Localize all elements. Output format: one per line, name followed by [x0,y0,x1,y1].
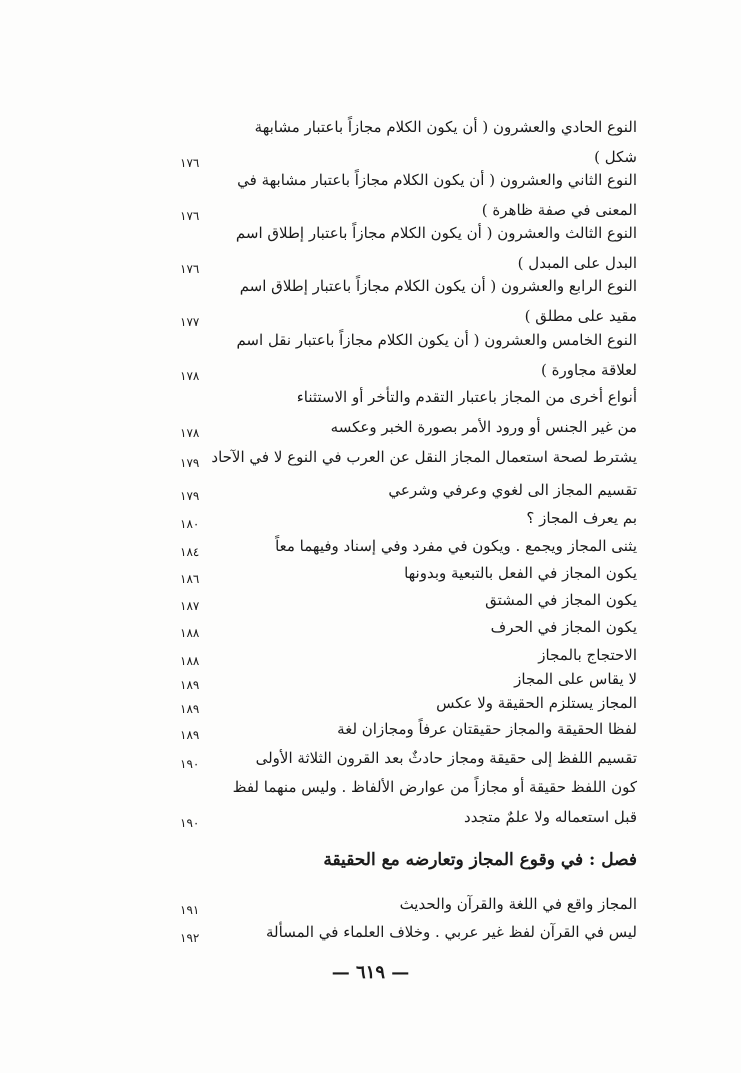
entry-page-number: ١٨٩ [180,678,200,692]
entry-title [147,772,637,832]
entry-title [147,558,637,588]
entry-title-line: المجاز واقع في اللغة والقرآن والحديث [399,895,637,913]
entry-page-number: ١٨٠ [180,517,200,531]
entry-title [147,165,637,225]
entry-page-number: ١٧٦ [180,262,200,276]
entry-title-line: كون اللفظ حقيقة أو مجازاً من عوارض الألفاظ . وليس منهما لفظ [232,778,637,796]
entry-title-line: تقسيم اللفظ إلى حقيقة ومجاز حادثٌ بعد القرون الثلاثة الأولى [255,749,637,767]
entry-title-line: لفظا الحقيقة والمجاز حقيقتان عرفاً ومجازان لغة [337,720,637,738]
entry-page-number: ١٩١ [180,903,200,917]
entry-title-line: النوع الرابع والعشرون ( أن يكون الكلام مجازاً باعتبار إطلاق اسم [239,277,637,295]
entry-title-line: من غير الجنس أو ورود الأمر بصورة الخبر وعكسه [330,418,637,436]
entry-title-line: يكون المجاز في الحرف [490,618,637,636]
entry-title-line: لا يقاس على المجاز [514,670,637,688]
entry-title [147,382,637,442]
entry-title [147,325,637,385]
entry-page-number: ١٧٨ [180,426,200,440]
entry-title-line: يكون المجاز في المشتق [485,591,637,609]
entry-page-number: ١٨٦ [180,572,200,586]
entry-title-line: المجاز يستلزم الحقيقة ولا عكس [436,694,637,712]
entry-page-number: ١٩٠ [180,816,200,830]
entry-title [147,442,637,472]
entry-page-number: ١٩٠ [180,757,200,771]
entry-title-line: الاحتجاج بالمجاز [538,646,637,664]
entry-page-number: ١٧٩ [180,456,200,470]
entry-title-line: النوع الخامس والعشرون ( أن يكون الكلام مجازاً باعتبار نقل اسم [236,331,637,349]
entry-page-number: ١٧٧ [180,315,200,329]
entry-title-line: يكون المجاز في الفعل بالتبعية وبدونها [404,564,637,582]
entry-title-line: النوع الحادي والعشرون ( أن يكون الكلام مجازاً باعتبار مشابهة [254,118,637,136]
entry-page-number: ١٨٩ [180,728,200,742]
entry-title [147,503,637,533]
entry-title-line: شكل ) [594,148,637,166]
entry-title-line: النوع الثالث والعشرون ( أن يكون الكلام مجازاً باعتبار إطلاق اسم [235,224,637,242]
entry-title-line: يثنى المجاز ويجمع . ويكون في مفرد وفي إسناد وفيهما معاً [275,537,637,555]
entry-page-number: ١٨٨ [180,654,200,668]
entry-page-number: ١٨٨ [180,626,200,640]
entry-page-number: ١٨٤ [180,545,200,559]
entry-title-line: النوع الثاني والعشرون ( أن يكون الكلام مجازاً باعتبار مشابهة في [237,171,637,189]
entry-title-line: بم يعرف المجاز ؟ [526,509,637,527]
entry-title-line: تقسيم المجاز الى لغوي وعرفي وشرعي [388,481,637,499]
entry-title [147,531,637,561]
entry-page-number: ١٧٩ [180,489,200,503]
entry-title-line: أنواع أخرى من المجاز باعتبار التقدم والتأخر أو الاستثناء [296,388,637,406]
entry-page-number: ١٧٦ [180,156,200,170]
section-heading: فصل : في وقوع المجاز وتعارضه مع الحقيقة [323,850,637,870]
entry-page-number: ١٨٩ [180,702,200,716]
entry-page-number: ١٩٢ [180,931,200,945]
entry-title [147,714,637,744]
entry-page-number: ١٧٨ [180,369,200,383]
entry-title [147,271,637,331]
page-number: — ٦١٩ — [331,962,410,983]
entry-title [147,475,637,505]
entry-title-line: المعنى في صفة ظاهرة ) [481,201,637,219]
entry-page-number: ١٨٧ [180,599,200,613]
entry-title-line: قبل استعماله ولا علمٌ متجدد [464,808,637,826]
entry-title-line: البدل على المبدل ) [517,254,637,272]
entry-title [147,112,637,172]
entry-title [147,585,637,615]
entry-title-line: مقيد على مطلق ) [524,307,637,325]
entry-title-line: لعلاقة مجاورة ) [541,361,637,379]
entry-page-number: ١٧٦ [180,209,200,223]
entry-title [147,889,637,919]
entry-title [147,743,637,773]
entry-title [147,612,637,642]
entry-title [147,917,637,947]
entry-title-line: ليس في القرآن لفظ غير عربي . وخلاف العلماء في المسألة [266,923,637,941]
entry-title [147,218,637,278]
entry-title-line: يشترط لصحة استعمال المجاز النقل عن العرب في النوع لا في الآحاد [211,448,637,466]
